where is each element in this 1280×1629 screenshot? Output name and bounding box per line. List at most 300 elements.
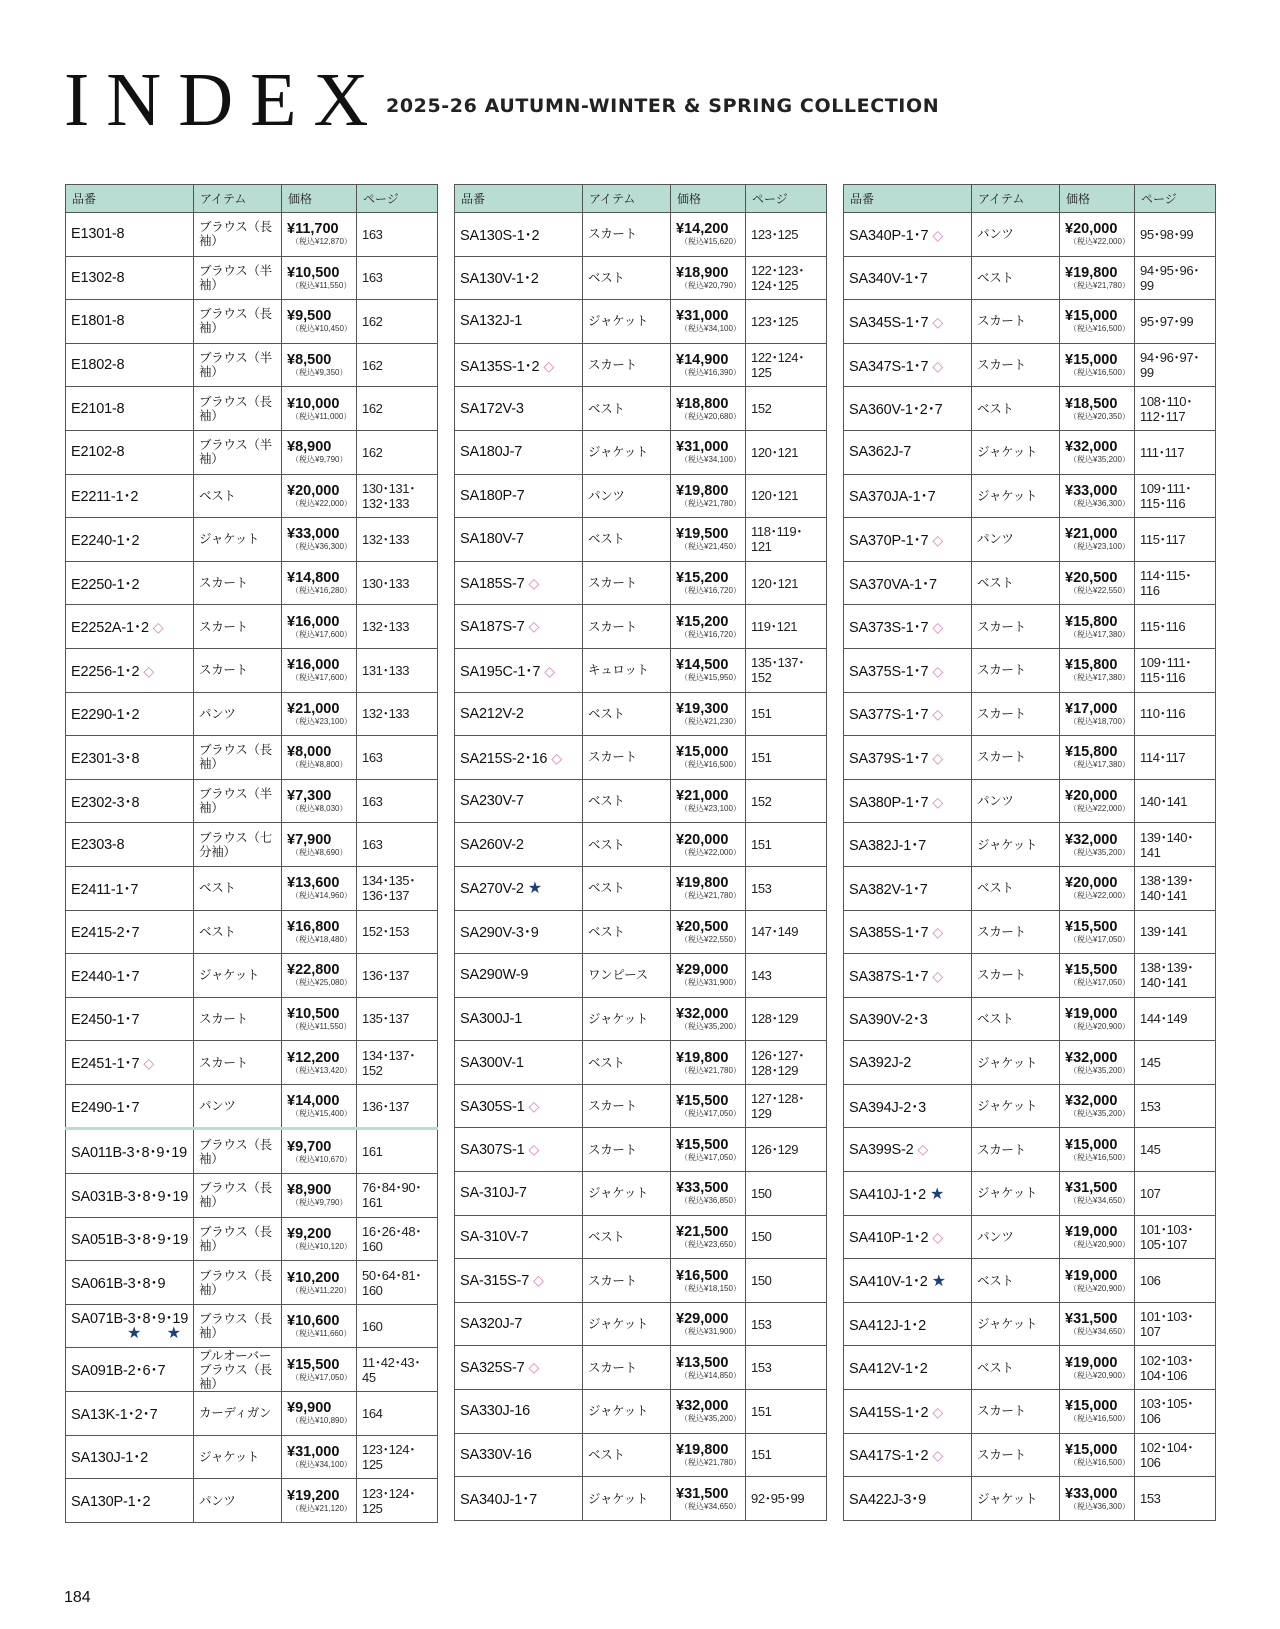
price: ¥10,000 bbox=[287, 395, 340, 412]
product-code: SA135S-1･2 bbox=[460, 358, 540, 375]
item-cell: パンツ bbox=[583, 474, 671, 518]
table-row bbox=[844, 648, 1216, 692]
item-cell: ブラウス（長袖） bbox=[194, 1304, 282, 1348]
product-code: SA-310V-7 bbox=[460, 1228, 529, 1245]
product-code: SA215S-2･16 bbox=[460, 750, 548, 767]
table-row bbox=[455, 561, 827, 605]
product-code-cell bbox=[66, 1479, 194, 1523]
product-code: SA260V-2 bbox=[460, 836, 524, 853]
tax-price: （税込¥14,850） bbox=[680, 1370, 741, 1380]
pages-cell: 152 bbox=[746, 387, 827, 431]
tax-price: （税込¥21,120） bbox=[291, 1503, 352, 1513]
price: ¥7,900 bbox=[287, 831, 332, 848]
product-code: SA410P-1･2 bbox=[849, 1230, 929, 1247]
pages-cell: 143 bbox=[746, 954, 827, 998]
product-code: SA382J-1･7 bbox=[849, 838, 926, 855]
table-row bbox=[66, 518, 438, 562]
item-cell: スカート bbox=[194, 648, 282, 692]
table-row bbox=[66, 1041, 438, 1085]
price: ¥16,000 bbox=[287, 657, 340, 674]
product-code-cell bbox=[455, 866, 583, 910]
pages-cell: 153 bbox=[746, 1302, 827, 1346]
pages-cell: 138･139･140･141 bbox=[1135, 954, 1216, 998]
pages-cell: 115･117 bbox=[1135, 518, 1216, 562]
tax-price: （税込¥10,120） bbox=[291, 1241, 352, 1251]
diamond-icon: ◇ bbox=[528, 1141, 540, 1158]
table-row bbox=[66, 387, 438, 431]
col-header-price: 価格 bbox=[282, 185, 357, 213]
price-cell bbox=[282, 866, 357, 910]
diamond-icon: ◇ bbox=[932, 357, 943, 374]
tax-price: （税込¥17,050） bbox=[1069, 978, 1130, 988]
diamond-icon: ◇ bbox=[551, 749, 562, 766]
product-code-cell bbox=[844, 605, 972, 649]
table-body bbox=[844, 213, 1216, 1521]
tax-price: （税込¥35,200） bbox=[1069, 1065, 1130, 1075]
price: ¥9,700 bbox=[287, 1138, 332, 1155]
tax-price: （税込¥17,380） bbox=[1069, 673, 1130, 683]
tax-price: （税込¥11,000） bbox=[291, 411, 352, 421]
product-code: SA230V-7 bbox=[460, 793, 524, 810]
product-code-cell bbox=[66, 692, 194, 736]
price: ¥20,000 bbox=[1065, 875, 1118, 892]
product-code-cell bbox=[844, 954, 972, 998]
tax-price: （税込¥20,900） bbox=[1069, 1283, 1130, 1293]
price: ¥19,000 bbox=[1065, 1267, 1118, 1284]
tax-price: （税込¥22,000） bbox=[1069, 804, 1130, 814]
product-code-cell bbox=[66, 997, 194, 1041]
price-cell bbox=[1060, 866, 1135, 910]
item-cell: ジャケット bbox=[972, 1084, 1060, 1128]
product-code-cell bbox=[844, 1172, 972, 1216]
product-code: SA375S-1･7 bbox=[849, 663, 929, 680]
product-code: SA370VA-1･7 bbox=[849, 576, 937, 593]
product-code: SA180V-7 bbox=[460, 531, 524, 548]
item-cell: スカート bbox=[972, 1433, 1060, 1477]
table-row bbox=[455, 387, 827, 431]
tax-price: （税込¥36,300） bbox=[1069, 498, 1130, 508]
product-code-cell bbox=[844, 256, 972, 300]
price-cell bbox=[1060, 561, 1135, 605]
table-row bbox=[66, 954, 438, 998]
price-cell bbox=[282, 1304, 357, 1348]
tax-price: （税込¥31,900） bbox=[680, 978, 741, 988]
pages-cell: 162 bbox=[357, 430, 438, 474]
product-code: SA300J-1 bbox=[460, 1010, 523, 1027]
tax-price: （税込¥17,380） bbox=[1069, 629, 1130, 639]
tax-price: （税込¥23,650） bbox=[680, 1239, 741, 1249]
price: ¥16,000 bbox=[287, 613, 340, 630]
price-cell bbox=[1060, 779, 1135, 823]
col-header-item: アイテム bbox=[972, 185, 1060, 213]
item-cell: ブラウス（半袖） bbox=[194, 256, 282, 300]
pages-cell: 120･121 bbox=[746, 474, 827, 518]
diamond-icon: ◇ bbox=[543, 357, 554, 374]
pages-cell: 136･137 bbox=[357, 954, 438, 998]
product-code-cell bbox=[66, 1084, 194, 1129]
table-row bbox=[66, 1217, 438, 1261]
tax-price: （税込¥16,720） bbox=[680, 586, 741, 596]
product-code-cell bbox=[844, 387, 972, 431]
table-row bbox=[455, 1477, 827, 1521]
table-row bbox=[455, 1084, 827, 1128]
product-code-cell bbox=[455, 430, 583, 474]
table-row bbox=[455, 1433, 827, 1477]
table-row bbox=[844, 430, 1216, 474]
price-cell bbox=[671, 1433, 746, 1477]
tax-price: （税込¥16,500） bbox=[1069, 1414, 1130, 1424]
price: ¥21,000 bbox=[287, 700, 340, 717]
table-row bbox=[66, 997, 438, 1041]
tax-price: （税込¥17,050） bbox=[680, 1109, 741, 1119]
item-cell: ベスト bbox=[583, 779, 671, 823]
product-code-cell bbox=[455, 1346, 583, 1390]
price-cell bbox=[282, 648, 357, 692]
pages-cell: 164 bbox=[357, 1392, 438, 1436]
product-code: SA385S-1･7 bbox=[849, 925, 929, 942]
tax-price: （税込¥20,680） bbox=[680, 411, 741, 421]
tax-price: （税込¥17,050） bbox=[680, 1152, 741, 1162]
pages-cell: 151 bbox=[746, 692, 827, 736]
tax-price: （税込¥11,660） bbox=[291, 1329, 352, 1339]
item-cell: ジャケット bbox=[972, 474, 1060, 518]
product-code: E2290-1･2 bbox=[71, 707, 140, 724]
price-cell bbox=[282, 1479, 357, 1523]
price: ¥14,200 bbox=[676, 221, 729, 238]
price: ¥15,000 bbox=[1065, 308, 1118, 325]
table-row bbox=[844, 736, 1216, 780]
product-code: E2440-1･7 bbox=[71, 968, 140, 985]
diamond-icon: ◇ bbox=[932, 1447, 943, 1464]
price: ¥9,500 bbox=[287, 308, 332, 325]
price: ¥12,200 bbox=[287, 1049, 340, 1066]
pages-cell: 128･129 bbox=[746, 997, 827, 1041]
product-code: SA180P-7 bbox=[460, 487, 525, 504]
product-code: SA417S-1･2 bbox=[849, 1448, 929, 1465]
item-cell: ベスト bbox=[972, 997, 1060, 1041]
tax-price: （税込¥20,900） bbox=[1069, 1239, 1130, 1249]
price: ¥13,600 bbox=[287, 875, 340, 892]
price-cell bbox=[1060, 256, 1135, 300]
product-code-cell bbox=[844, 1390, 972, 1434]
item-cell: スカート bbox=[972, 343, 1060, 387]
table-row bbox=[455, 910, 827, 954]
item-cell: スカート bbox=[972, 692, 1060, 736]
product-code: SA380P-1･7 bbox=[849, 794, 929, 811]
price: ¥31,000 bbox=[676, 308, 729, 325]
item-cell: ベスト bbox=[583, 866, 671, 910]
pages-cell: 123･124･125 bbox=[357, 1479, 438, 1523]
product-code: SA290W-9 bbox=[460, 967, 529, 984]
price: ¥15,500 bbox=[287, 1356, 340, 1373]
price: ¥10,500 bbox=[287, 1005, 340, 1022]
price-cell bbox=[1060, 474, 1135, 518]
product-code: SA-315S-7 bbox=[460, 1273, 530, 1290]
product-code: SA130P-1･2 bbox=[71, 1494, 151, 1511]
price-cell bbox=[671, 692, 746, 736]
tax-price: （税込¥9,350） bbox=[291, 368, 348, 378]
price: ¥19,800 bbox=[676, 1049, 729, 1066]
product-code: SA387S-1･7 bbox=[849, 968, 929, 985]
product-code-cell bbox=[455, 605, 583, 649]
pages-cell: 147･149 bbox=[746, 910, 827, 954]
product-code-cell bbox=[844, 518, 972, 562]
product-code-cell bbox=[455, 1390, 583, 1434]
tax-price: （税込¥35,200） bbox=[1069, 1109, 1130, 1119]
pages-cell: 118･119･121 bbox=[746, 518, 827, 562]
price-cell bbox=[671, 256, 746, 300]
tax-price: （税込¥18,700） bbox=[1069, 716, 1130, 726]
product-code: SA330V-16 bbox=[460, 1446, 532, 1463]
table-row bbox=[66, 605, 438, 649]
price: ¥15,500 bbox=[1065, 962, 1118, 979]
product-code: SA061B-3･8･9 bbox=[71, 1276, 166, 1293]
table-row bbox=[844, 1041, 1216, 1085]
diamond-icon: ◇ bbox=[932, 706, 943, 723]
tax-price: （税込¥16,500） bbox=[1069, 324, 1130, 334]
product-code: SA195C-1･7 bbox=[460, 663, 541, 680]
table-row bbox=[455, 430, 827, 474]
price: ¥22,800 bbox=[287, 962, 340, 979]
product-code-cell bbox=[455, 910, 583, 954]
pages-cell: 130･133 bbox=[357, 561, 438, 605]
pages-cell: 92･95･99 bbox=[746, 1477, 827, 1521]
tax-price: （税込¥11,550） bbox=[291, 280, 352, 290]
table-row bbox=[455, 866, 827, 910]
tax-price: （税込¥36,850） bbox=[680, 1196, 741, 1206]
price: ¥17,000 bbox=[1065, 700, 1118, 717]
pages-cell: 11･42･43･45 bbox=[357, 1348, 438, 1392]
item-cell: スカート bbox=[583, 561, 671, 605]
price-cell bbox=[671, 343, 746, 387]
product-code: SA399S-2 bbox=[849, 1142, 914, 1159]
price-cell bbox=[1060, 1390, 1135, 1434]
product-code-cell bbox=[66, 1261, 194, 1305]
pages-cell: 160 bbox=[357, 1304, 438, 1348]
table-row bbox=[66, 1084, 438, 1129]
tax-price: （税込¥22,000） bbox=[1069, 891, 1130, 901]
product-code-cell bbox=[66, 518, 194, 562]
price-cell bbox=[671, 910, 746, 954]
pages-cell: 136･137 bbox=[357, 1084, 438, 1129]
price-cell bbox=[282, 1129, 357, 1174]
pages-cell: 153 bbox=[1135, 1084, 1216, 1128]
price-cell bbox=[282, 256, 357, 300]
price: ¥19,800 bbox=[1065, 264, 1118, 281]
price: ¥15,800 bbox=[1065, 657, 1118, 674]
price-cell bbox=[282, 1435, 357, 1479]
pages-cell: 114･117 bbox=[1135, 736, 1216, 780]
product-code-cell bbox=[66, 256, 194, 300]
price: ¥19,000 bbox=[1065, 1223, 1118, 1240]
pages-cell: 139･140･141 bbox=[1135, 823, 1216, 867]
pages-cell: 120･121 bbox=[746, 430, 827, 474]
product-code-cell bbox=[844, 692, 972, 736]
pages-cell: 161 bbox=[357, 1129, 438, 1174]
price: ¥15,000 bbox=[1065, 352, 1118, 369]
tax-price: （税込¥34,100） bbox=[680, 455, 741, 465]
price: ¥32,000 bbox=[676, 1398, 729, 1415]
product-code-cell bbox=[66, 605, 194, 649]
item-cell: スカート bbox=[972, 300, 1060, 344]
price-cell bbox=[1060, 1433, 1135, 1477]
price-cell bbox=[1060, 1215, 1135, 1259]
product-code-cell bbox=[455, 1128, 583, 1172]
table-row bbox=[66, 561, 438, 605]
product-code-cell bbox=[66, 779, 194, 823]
tax-price: （税込¥22,550） bbox=[1069, 586, 1130, 596]
tax-price: （税込¥21,230） bbox=[680, 716, 741, 726]
product-code-cell bbox=[455, 954, 583, 998]
product-code-cell bbox=[455, 300, 583, 344]
table-body bbox=[66, 213, 438, 1523]
item-cell: スカート bbox=[972, 954, 1060, 998]
table-row bbox=[844, 605, 1216, 649]
table-row bbox=[455, 954, 827, 998]
product-code-cell bbox=[844, 1041, 972, 1085]
diamond-icon: ◇ bbox=[932, 1403, 943, 1420]
pages-cell: 95･97･99 bbox=[1135, 300, 1216, 344]
price-cell bbox=[671, 954, 746, 998]
tax-price: （税込¥20,350） bbox=[1069, 411, 1130, 421]
pages-cell: 153 bbox=[1135, 1477, 1216, 1521]
product-code-cell bbox=[66, 823, 194, 867]
pages-cell: 123･125 bbox=[746, 300, 827, 344]
item-cell: ジャケット bbox=[972, 1041, 1060, 1085]
pages-cell: 76･84･90･161 bbox=[357, 1174, 438, 1218]
item-cell: スカート bbox=[583, 1128, 671, 1172]
tax-price: （税込¥17,050） bbox=[291, 1372, 352, 1382]
price: ¥15,000 bbox=[1065, 1136, 1118, 1153]
product-code: E2211-1･2 bbox=[71, 489, 139, 506]
diamond-icon: ◇ bbox=[932, 531, 943, 548]
product-code: SA410V-1･2 bbox=[849, 1274, 928, 1291]
price-cell bbox=[282, 910, 357, 954]
pages-cell: 111･117 bbox=[1135, 430, 1216, 474]
price: ¥9,900 bbox=[287, 1400, 332, 1417]
price-cell bbox=[671, 430, 746, 474]
price: ¥19,000 bbox=[1065, 1354, 1118, 1371]
item-cell: ジャケット bbox=[583, 1172, 671, 1216]
price-cell bbox=[282, 1392, 357, 1436]
price-cell bbox=[1060, 387, 1135, 431]
product-code-cell bbox=[844, 1346, 972, 1390]
item-cell: ジャケット bbox=[194, 954, 282, 998]
product-code: E2451-1･7 bbox=[71, 1056, 140, 1073]
product-code-cell bbox=[66, 1129, 194, 1174]
table-row bbox=[455, 300, 827, 344]
col-header-price: 価格 bbox=[1060, 185, 1135, 213]
table-row bbox=[844, 779, 1216, 823]
price-cell bbox=[671, 997, 746, 1041]
product-code-cell bbox=[844, 561, 972, 605]
table-row bbox=[844, 474, 1216, 518]
pages-cell: 126･127･128･129 bbox=[746, 1041, 827, 1085]
item-cell: キュロット bbox=[583, 648, 671, 692]
tax-price: （税込¥21,450） bbox=[680, 542, 741, 552]
tax-price: （税込¥21,780） bbox=[680, 891, 741, 901]
product-code-cell bbox=[844, 997, 972, 1041]
product-code: SA180J-7 bbox=[460, 444, 523, 461]
item-cell: ベスト bbox=[583, 1215, 671, 1259]
diamond-icon: ◇ bbox=[528, 574, 540, 591]
tax-price: （税込¥20,900） bbox=[1069, 1021, 1130, 1031]
price-cell bbox=[1060, 518, 1135, 562]
price-cell bbox=[282, 561, 357, 605]
table-row bbox=[66, 1392, 438, 1436]
table-row bbox=[455, 692, 827, 736]
tax-price: （税込¥34,650） bbox=[1069, 1196, 1130, 1206]
product-code: SA130S-1･2 bbox=[460, 227, 540, 244]
product-code-cell bbox=[455, 213, 583, 257]
item-cell: ブラウス（長袖） bbox=[194, 213, 282, 257]
product-code-cell bbox=[66, 910, 194, 954]
tax-price: （税込¥22,000） bbox=[291, 498, 352, 508]
product-code: SA415S-1･2 bbox=[849, 1404, 929, 1421]
table-row bbox=[455, 648, 827, 692]
price-cell bbox=[1060, 954, 1135, 998]
price: ¥32,000 bbox=[1065, 1049, 1118, 1066]
product-code-cell bbox=[66, 561, 194, 605]
product-code-cell bbox=[844, 474, 972, 518]
item-cell: ベスト bbox=[972, 387, 1060, 431]
pages-cell: 135･137 bbox=[357, 997, 438, 1041]
product-code: SA412V-1･2 bbox=[849, 1361, 928, 1378]
pages-cell: 130･131･132･133 bbox=[357, 474, 438, 518]
item-cell: ジャケット bbox=[972, 1302, 1060, 1346]
pages-cell: 162 bbox=[357, 343, 438, 387]
price: ¥14,500 bbox=[676, 657, 729, 674]
price: ¥21,000 bbox=[676, 788, 729, 805]
col-header-code: 品番 bbox=[844, 185, 972, 213]
table-row bbox=[455, 823, 827, 867]
tax-price: （税込¥16,500） bbox=[1069, 1457, 1130, 1467]
price: ¥10,600 bbox=[287, 1313, 340, 1330]
product-code-cell bbox=[844, 866, 972, 910]
product-code: E2415-2･7 bbox=[71, 925, 140, 942]
product-code: SA340J-1･7 bbox=[460, 1492, 537, 1509]
price: ¥29,000 bbox=[676, 1311, 729, 1328]
col-header-price: 価格 bbox=[671, 185, 746, 213]
product-code-cell bbox=[844, 300, 972, 344]
price: ¥18,500 bbox=[1065, 395, 1118, 412]
star-icon: ★ bbox=[930, 1185, 945, 1203]
table-row bbox=[455, 997, 827, 1041]
collection-subtitle: 2025-26 AUTUMN-WINTER & SPRING COLLECTION bbox=[386, 95, 940, 117]
price-cell bbox=[1060, 1302, 1135, 1346]
product-code: SA377S-1･7 bbox=[849, 707, 929, 724]
price-cell bbox=[1060, 1041, 1135, 1085]
price: ¥8,900 bbox=[287, 439, 332, 456]
price-cell bbox=[282, 1261, 357, 1305]
product-code-cell bbox=[844, 779, 972, 823]
product-code: SA172V-3 bbox=[460, 400, 524, 417]
star-icon: ★ bbox=[931, 1273, 946, 1291]
table-row bbox=[844, 518, 1216, 562]
pages-cell: 163 bbox=[357, 256, 438, 300]
price: ¥15,200 bbox=[676, 570, 729, 587]
price-cell bbox=[1060, 1084, 1135, 1128]
product-code: SA270V-2 bbox=[460, 881, 524, 898]
table-row bbox=[66, 736, 438, 780]
price-cell bbox=[1060, 213, 1135, 257]
product-code-cell bbox=[455, 1084, 583, 1128]
table-row bbox=[66, 779, 438, 823]
item-cell: ブラウス（長袖） bbox=[194, 1174, 282, 1218]
diamond-icon: ◇ bbox=[143, 662, 154, 679]
page-title: INDEX bbox=[64, 58, 386, 142]
item-cell: パンツ bbox=[972, 779, 1060, 823]
